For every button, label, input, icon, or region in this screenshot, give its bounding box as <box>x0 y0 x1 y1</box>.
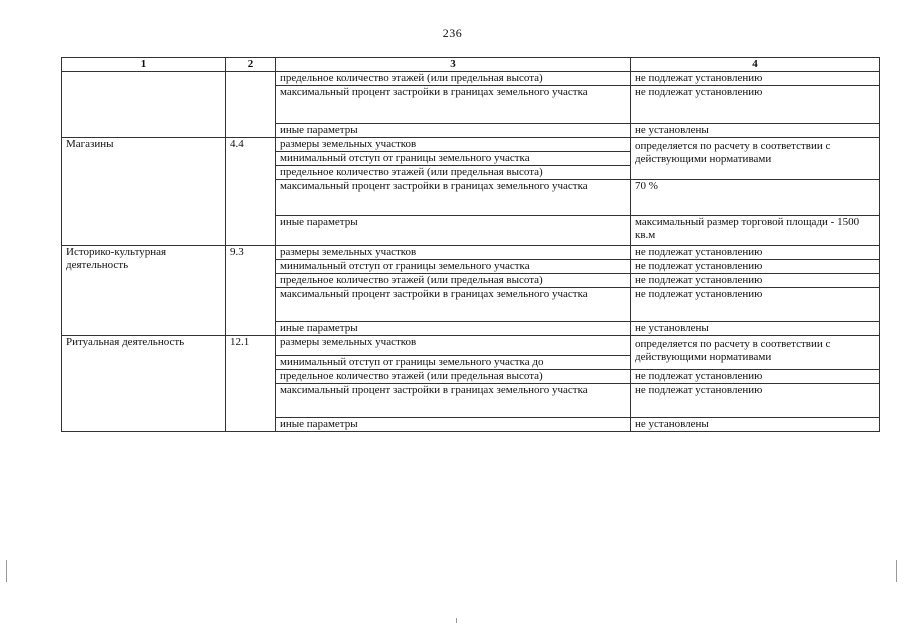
use-type-code <box>226 72 276 138</box>
parameter-value: не подлежат установлению <box>631 288 880 322</box>
parameter-value: не подлежат установлению <box>631 384 880 418</box>
table-row <box>62 72 880 86</box>
parameter-value: определяется по расчету в соответствии с действующими нормативами <box>631 138 880 180</box>
parameter-value: не подлежат установлению <box>631 370 880 384</box>
use-type-name: Ритуальная деятельность <box>62 336 226 432</box>
parameter-name: максимальный процент застройки в границах земельного участка <box>276 180 631 216</box>
parameter-value: не подлежат установлению <box>631 246 880 260</box>
use-type-name <box>62 72 226 138</box>
scan-artifact-bottom <box>456 618 457 623</box>
parameter-value: не подлежат установлению <box>631 72 880 86</box>
parameter-value: не подлежат установлению <box>631 86 880 124</box>
use-type-name: Историко-культурная деятельность <box>62 246 226 336</box>
parameter-name: максимальный процент застройки в границах земельного участка <box>276 86 631 124</box>
table-row <box>62 138 880 152</box>
parameter-name: размеры земельных участков <box>276 336 631 356</box>
parameter-value: не подлежат установлению <box>631 274 880 288</box>
parameter-name: предельное количество этажей (или предельная высота) <box>276 166 631 180</box>
parameter-value: не установлены <box>631 322 880 336</box>
parameter-name: минимальный отступ от границы земельного участка до <box>276 356 631 370</box>
table-row <box>62 246 880 260</box>
use-type-code: 9.3 <box>226 246 276 336</box>
parameter-value: не установлены <box>631 418 880 432</box>
parameter-value: не установлены <box>631 124 880 138</box>
column-header-3: 3 <box>276 58 631 72</box>
page-number: 236 <box>442 26 463 40</box>
parameter-name: иные параметры <box>276 322 631 336</box>
use-type-name: Магазины <box>62 138 226 246</box>
table-row <box>62 336 880 356</box>
parameter-name: минимальный отступ от границы земельного участка <box>276 152 631 166</box>
parameter-name: предельное количество этажей (или предельная высота) <box>276 274 631 288</box>
scan-artifact-right <box>896 560 897 582</box>
column-header-1: 1 <box>62 58 226 72</box>
column-header-2: 2 <box>226 58 276 72</box>
parameter-value: максимальный размер торговой площади - 1500 кв.м <box>631 216 880 246</box>
column-header-4: 4 <box>631 58 880 72</box>
table-header-row <box>62 58 880 72</box>
parameter-name: минимальный отступ от границы земельного участка <box>276 260 631 274</box>
parameter-name: предельное количество этажей (или предельная высота) <box>276 370 631 384</box>
zoning-parameters-table <box>61 57 880 432</box>
parameter-value: не подлежат установлению <box>631 260 880 274</box>
parameter-value: 70 % <box>631 180 880 216</box>
use-type-code: 4.4 <box>226 138 276 246</box>
parameter-name: иные параметры <box>276 418 631 432</box>
parameter-name: размеры земельных участков <box>276 138 631 152</box>
parameter-name: иные параметры <box>276 216 631 246</box>
parameter-name: предельное количество этажей (или предельная высота) <box>276 72 631 86</box>
scan-artifact-left <box>6 560 7 582</box>
parameter-name: максимальный процент застройки в границах земельного участка <box>276 288 631 322</box>
parameter-name: размеры земельных участков <box>276 246 631 260</box>
use-type-code: 12.1 <box>226 336 276 432</box>
parameter-name: максимальный процент застройки в границах земельного участка <box>276 384 631 418</box>
parameter-name: иные параметры <box>276 124 631 138</box>
parameter-value: определяется по расчету в соответствии с действующими нормативами <box>631 336 880 370</box>
